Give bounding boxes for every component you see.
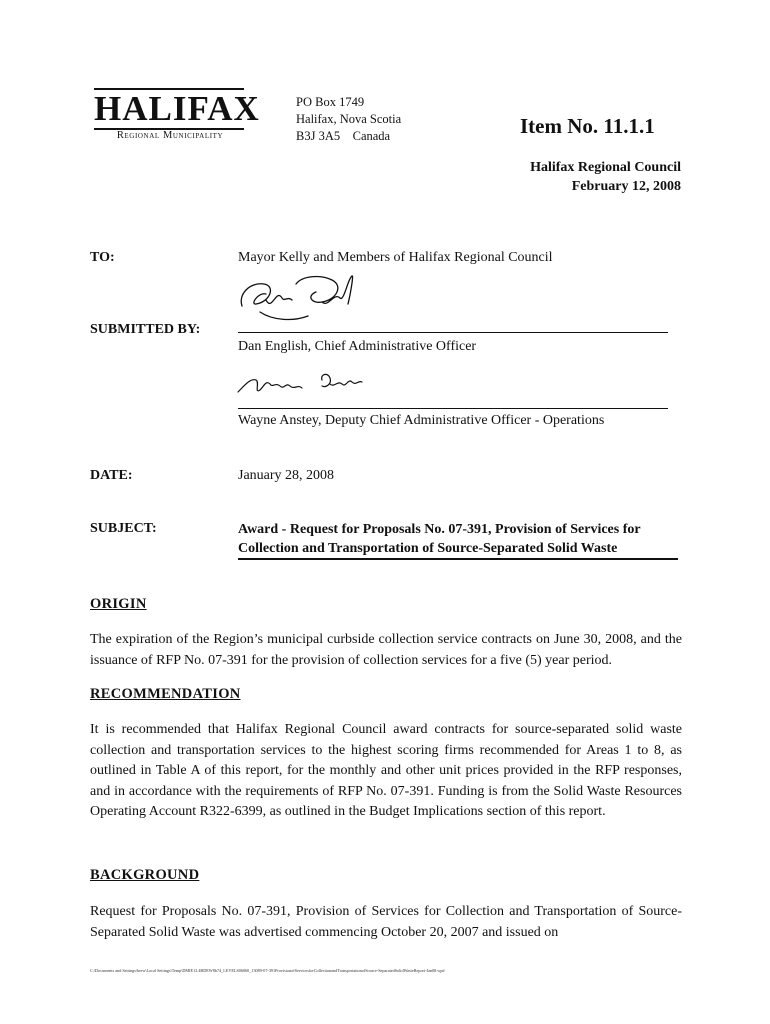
item-number: Item No. 11.1.1 — [520, 114, 655, 138]
origin-heading: ORIGIN — [90, 596, 147, 612]
address-line: B3J 3A5 Canada — [296, 129, 391, 143]
logo-wordmark: HALIFAX — [94, 89, 260, 128]
mailing-address — [296, 94, 401, 145]
signature-line-2 — [238, 408, 668, 409]
file-path-footer: C:\Documents and Settings\brew\Local Settings\Temp\DMIE12.4BDEW8b74_LEVELS06060_13089-07-391ProvisionofServicesforCollectionandTransportationofSource-SeparatedSolidWasteReport-Jan08.wpd — [90, 968, 445, 973]
signature-line-1 — [238, 332, 668, 333]
origin-text: The expiration of the Region’s municipal curbside collection service contracts on June 30, 2008, and the issuance of RFP No. 07-391 for the provision of collection services for a five (5) year period. — [90, 632, 682, 668]
subject-label: SUBJECT: — [90, 521, 157, 536]
recommendation-heading: RECOMMENDATION — [90, 686, 241, 702]
signature-wayne-anstey — [236, 370, 366, 400]
halifax-logo — [94, 86, 260, 146]
logo-subtitle: Regional Municipality — [116, 130, 224, 141]
signer-1-name: Dan English, Chief Administrative Officer — [238, 339, 477, 354]
date-label: DATE: — [90, 468, 133, 483]
meeting-info — [530, 158, 681, 196]
subject-value: Award - Request for Proposals No. 07-391, Provision of Services for Collection and Transportation of Source-Separated Solid Waste — [238, 520, 678, 560]
date-value: January 28, 2008 — [238, 468, 335, 483]
meeting-date: February 12, 2008 — [571, 179, 681, 194]
address-line: PO Box 1749 — [296, 95, 365, 109]
background-text: Request for Proposals No. 07-391, Provision of Services for Collection and Transportation of Source-Separated Solid Waste was advertised commencing October 20, 2007 and issued on — [90, 904, 682, 940]
council-name: Halifax Regional Council — [530, 160, 681, 175]
to-label: TO: — [90, 250, 115, 265]
signature-dan-english — [236, 272, 361, 330]
background-heading: BACKGROUND — [90, 867, 200, 883]
address-line: Halifax, Nova Scotia — [296, 112, 402, 126]
recommendation-text: It is recommended that Halifax Regional Council award contracts for source-separated solid waste collection and transportation services to the highest scoring firms recommended for Areas 1 to 8, as outlined in Table A of this report, for the monthly and other unit prices provided in the RFP responses, and in accordance with the requirements of RFP No. 07-391. Funding is from the Solid Waste Resources Operating Account R322-6399, as outlined in the Budget Implications section of this report. — [90, 722, 682, 819]
submitted-by-label: SUBMITTED BY: — [90, 322, 201, 337]
to-value: Mayor Kelly and Members of Halifax Regional Council — [238, 250, 553, 265]
signer-2-name: Wayne Anstey, Deputy Chief Administrative Officer - Operations — [238, 413, 605, 428]
